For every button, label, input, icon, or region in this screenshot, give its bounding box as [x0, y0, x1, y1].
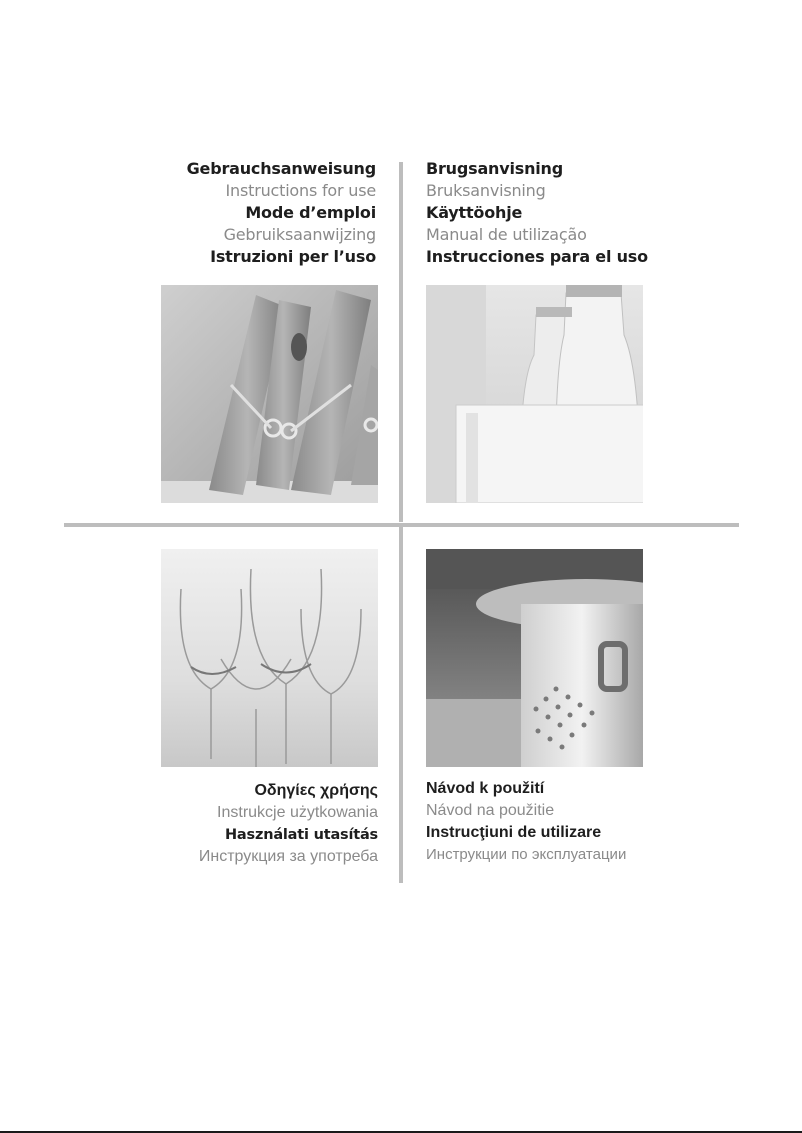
manual-title: Instrucciones para el uso: [426, 247, 648, 266]
manual-title: Instrucţiuni de utilizare: [426, 824, 602, 841]
manual-title: Gebrauchsanweisung: [186, 159, 376, 178]
vertical-divider: [399, 162, 403, 522]
manual-title: Návod na použitie: [426, 802, 555, 819]
manual-title: Manual de utilização: [426, 225, 587, 244]
manual-title: Инструкции по эксплуатации: [426, 846, 627, 863]
milk-bottles-photo: [426, 285, 643, 503]
manual-title: Инструкция за употреба: [198, 848, 378, 865]
manual-title: Használati utasítás: [225, 827, 378, 843]
manual-title: Käyttöohje: [426, 203, 523, 222]
vertical-divider-lower: [399, 527, 403, 883]
manual-title: Brugsanvisning: [426, 159, 563, 178]
manual-title: Οδηγίες χρήσης: [254, 782, 378, 799]
bottom-right-title-group: [426, 778, 756, 866]
manual-title: Návod k použití: [426, 780, 545, 797]
top-right-title-group: [426, 158, 756, 268]
horizontal-divider: [64, 523, 739, 527]
top-left-title-group: [46, 158, 376, 268]
manual-title: Bruksanvisning: [426, 181, 546, 200]
bottom-left-title-group: [48, 780, 378, 868]
manual-title: Instrukcje użytkowania: [217, 804, 378, 821]
wine-glasses-photo: [161, 549, 378, 767]
colander-pot-photo: [426, 549, 643, 767]
clothespins-photo: [161, 285, 378, 503]
manual-title: Gebruiksaanwijzing: [223, 225, 376, 244]
manual-title: Mode d’emploi: [245, 203, 376, 222]
manual-title: Istruzioni per l’uso: [210, 247, 376, 266]
manual-title: Instructions for use: [225, 181, 376, 200]
